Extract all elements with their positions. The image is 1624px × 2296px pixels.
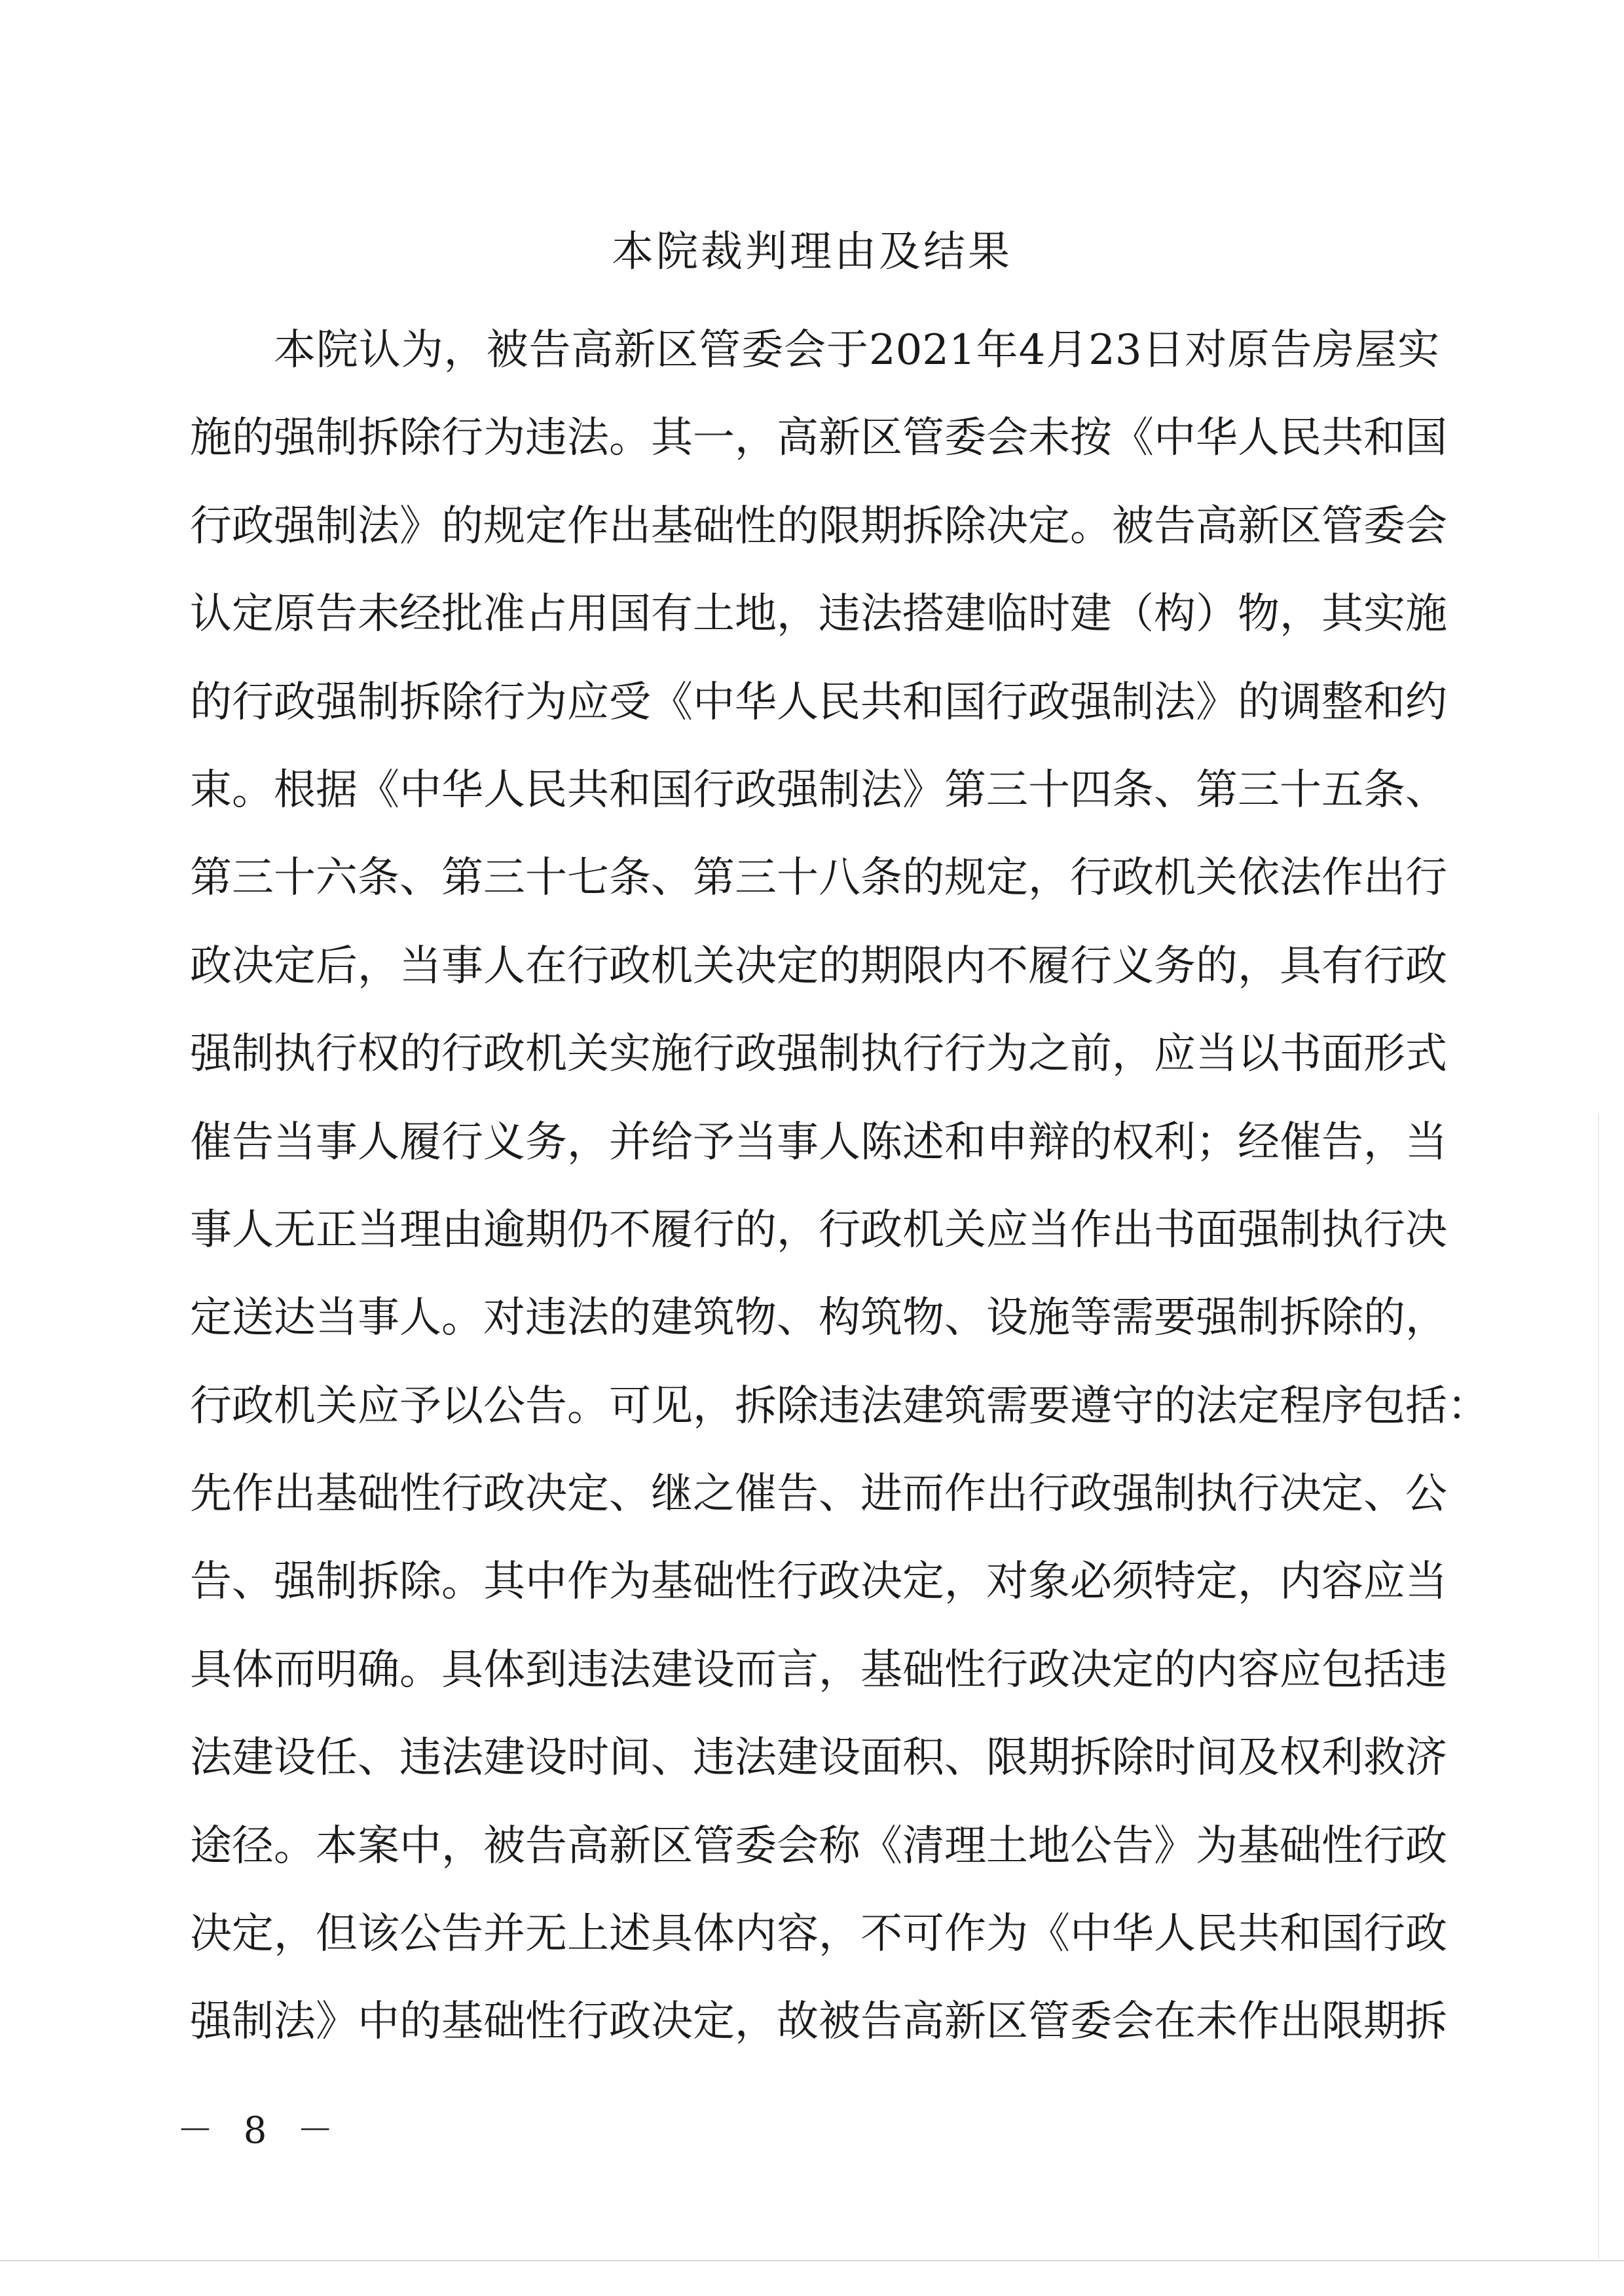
- text-line: 第三十六条、第三十七条、第三十八条的规定，行政机关依法作出行: [190, 854, 1447, 903]
- text-line: 政决定后，当事人在行政机关决定的期限内不履行义务的，具有行政: [190, 941, 1447, 991]
- scan-right-edge: [1598, 1113, 1599, 2259]
- text-line: 告、强制拆除。其中作为基础性行政决定，对象必须特定，内容应当: [190, 1558, 1447, 1607]
- page-number: － 8 －: [177, 2109, 343, 2152]
- text-line: 本院认为，被告高新区管委会于2021年4月23日对原告房屋实: [274, 326, 1439, 374]
- text-line: 先作出基础性行政决定、继之催告、进而作出行政强制执行决定、公: [190, 1470, 1447, 1519]
- text-line: 认定原告未经批准占用国有土地，违法搭建临时建（构）物，其实施: [190, 590, 1447, 639]
- section-title: 本院裁判理由及结果: [612, 228, 1012, 276]
- text-line: 施的强制拆除行为违法。其一，高新区管委会未按《中华人民共和国: [190, 414, 1447, 463]
- text-line: 行政强制法》的规定作出基础性的限期拆除决定。被告高新区管委会: [190, 501, 1447, 551]
- text-line: 束。根据《中华人民共和国行政强制法》第三十四条、第三十五条、: [190, 765, 1447, 814]
- text-line: 催告当事人履行义务，并给予当事人陈述和申辩的权利；经催告，当: [190, 1118, 1447, 1167]
- text-line: 具体而明确。具体到违法建设而言，基础性行政决定的内容应包括违: [190, 1645, 1447, 1694]
- text-line: 事人无正当理由逾期仍不履行的，行政机关应当作出书面强制执行决: [190, 1205, 1447, 1254]
- scan-bottom-edge: [0, 2260, 1624, 2261]
- text-line: 强制法》中的基础性行政决定，故被告高新区管委会在未作出限期拆: [190, 1997, 1447, 2047]
- text-line: 途径。本案中，被告高新区管委会称《清理土地公告》为基础性行政: [190, 1821, 1447, 1870]
- text-line: 行政机关应予以公告。可见，拆除违法建筑需要遵守的法定程序包括：: [190, 1381, 1489, 1430]
- body-paragraph: [190, 306, 1489, 2066]
- text-line: 决定，但该公告并无上述具体内容，不可作为《中华人民共和国行政: [190, 1910, 1447, 1959]
- text-line: 法建设任、违法建设时间、违法建设面积、限期拆除时间及权利救济: [190, 1734, 1447, 1783]
- text-line: 的行政强制拆除行为应受《中华人民共和国行政强制法》的调整和约: [190, 678, 1447, 727]
- text-line: 强制执行权的行政机关实施行政强制执行行为之前，应当以书面形式: [190, 1030, 1447, 1079]
- text-line: 定送达当事人。对违法的建筑物、构筑物、设施等需要强制拆除的，: [190, 1294, 1447, 1343]
